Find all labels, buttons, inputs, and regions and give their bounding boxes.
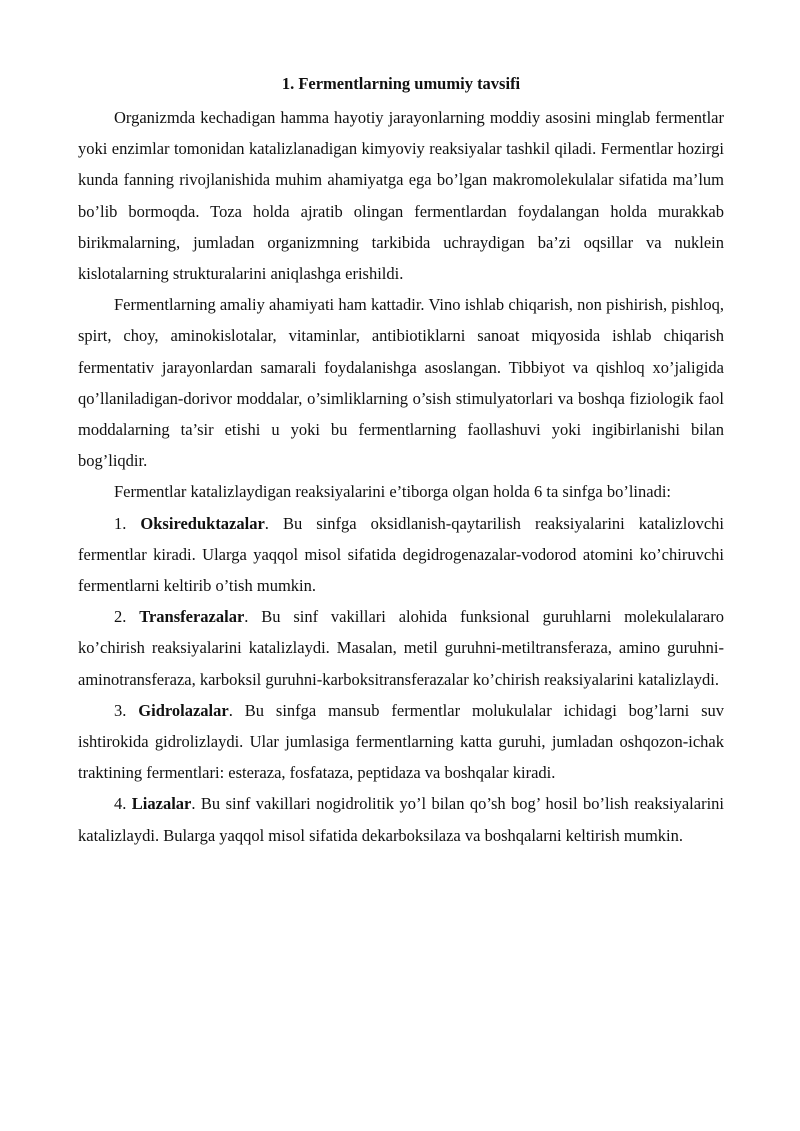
paragraph-text: Organizmda kechadigan hamma hayotiy jarayonlarning moddiy asosini minglab fermentlar yoki enzimlar tomonidan katalizlanadigan kimyoviy reaksiyalar tashkil qiladi. Fermentlar hozirgi kunda fanning rivojlanishida muhim ahamiyatga ega bo’lgan makromolekulalar sifatida ma’lum bo’lib bormoqda. Toza holda ajratib olingan fermentlardan foydalangan holda murakkab birikmalarning, jumladan organizmning tarkibida uchraydigan ba’zi oqsillar va nuklein kislotalarning strukturalarini aniqlashga erishildi. xyxy=(78,108,724,284)
paragraph-intro xyxy=(78,102,724,289)
paragraph-classes-intro xyxy=(78,476,724,507)
class-description: . Bu sinf vakillari nogidrolitik yo’l bilan qo’sh bog’ hosil bo’lish reaksiyalarini katalizlaydi. Bularga yaqqol misol sifatida dekarboksilaza va boshqalarni keltirish mumkin. xyxy=(78,794,725,845)
list-item-liazalar xyxy=(78,788,724,850)
paragraph-text: Fermentlar katalizlaydigan reaksiyalarini e’tiborga olgan holda 6 ta sinfga bo’linadi: xyxy=(114,482,672,502)
list-item-transferazalar xyxy=(78,601,724,695)
class-description: . Bu sinf vakillari alohida funksional guruhlarni molekulalararo ko’chirish reaksiyalarini katalizlaydi. Masalan, metil guruhni-metiltransferaza, amino guruhni-aminotransferaza, karboksil guruhni-karboksitransferazalar ko’chirish reaksiyalarini katalizlaydi. xyxy=(78,607,724,689)
list-number: 3. xyxy=(114,700,127,720)
paragraph-practical xyxy=(78,289,724,476)
class-description: . Bu sinfga mansub fermentlar molukulalar ichidagi bog’larni suv ishtirokida gidrolizlaydi. Ular jumlasiga fermentlarning katta guruhi, jumladan oshqozon-ichak traktining fermentlari: esteraza, fosfataza, peptidaza va boshqalar kiradi. xyxy=(78,700,724,783)
list-item-gidrolazalar xyxy=(78,695,724,789)
class-name: Transferazalar xyxy=(139,607,245,627)
list-number: 1. xyxy=(114,513,127,533)
list-number: 4. xyxy=(114,794,127,814)
list-item-oksireduktazalar xyxy=(78,508,724,602)
paragraph-text: Fermentlarning amaliy ahamiyati ham kattadir. Vino ishlab chiqarish, non pishirish, pishloq, spirt, choy, aminokislotalar, vitaminlar, antibiotiklarni sanoat miqyosida ishlab chiqarish fermentativ jarayonlardan samarali foydalanishga asoslangan. Tibbiyot va qishloq xo’jaligida qo’llaniladigan-dorivor moddalar, o’simliklarning o’sish stimulyatorlari va boshqa fiziologik faol moddalarning ta’sir etishi u yoki bu fermentlarning faollashuvi yoki ingibirlanishi bilan bog’liqdir. xyxy=(78,295,724,471)
class-name: Liazalar xyxy=(131,794,192,814)
class-name: Oksireduktazalar xyxy=(140,513,265,533)
class-name: Gidrolazalar xyxy=(138,700,229,720)
section-title: 1. Fermentlarning umumiy tavsifi xyxy=(281,74,521,93)
document-page xyxy=(78,72,724,851)
class-description: . Bu sinfga oksidlanish-qaytarilish reaksiyalarini katalizlovchi fermentlar kiradi. Ularga yaqqol misol sifatida degidrogenazalar-vodorod atomini ko’chiruvchi fermentlarni keltirib o’tish mumkin. xyxy=(78,513,725,596)
list-number: 2. xyxy=(114,607,127,627)
